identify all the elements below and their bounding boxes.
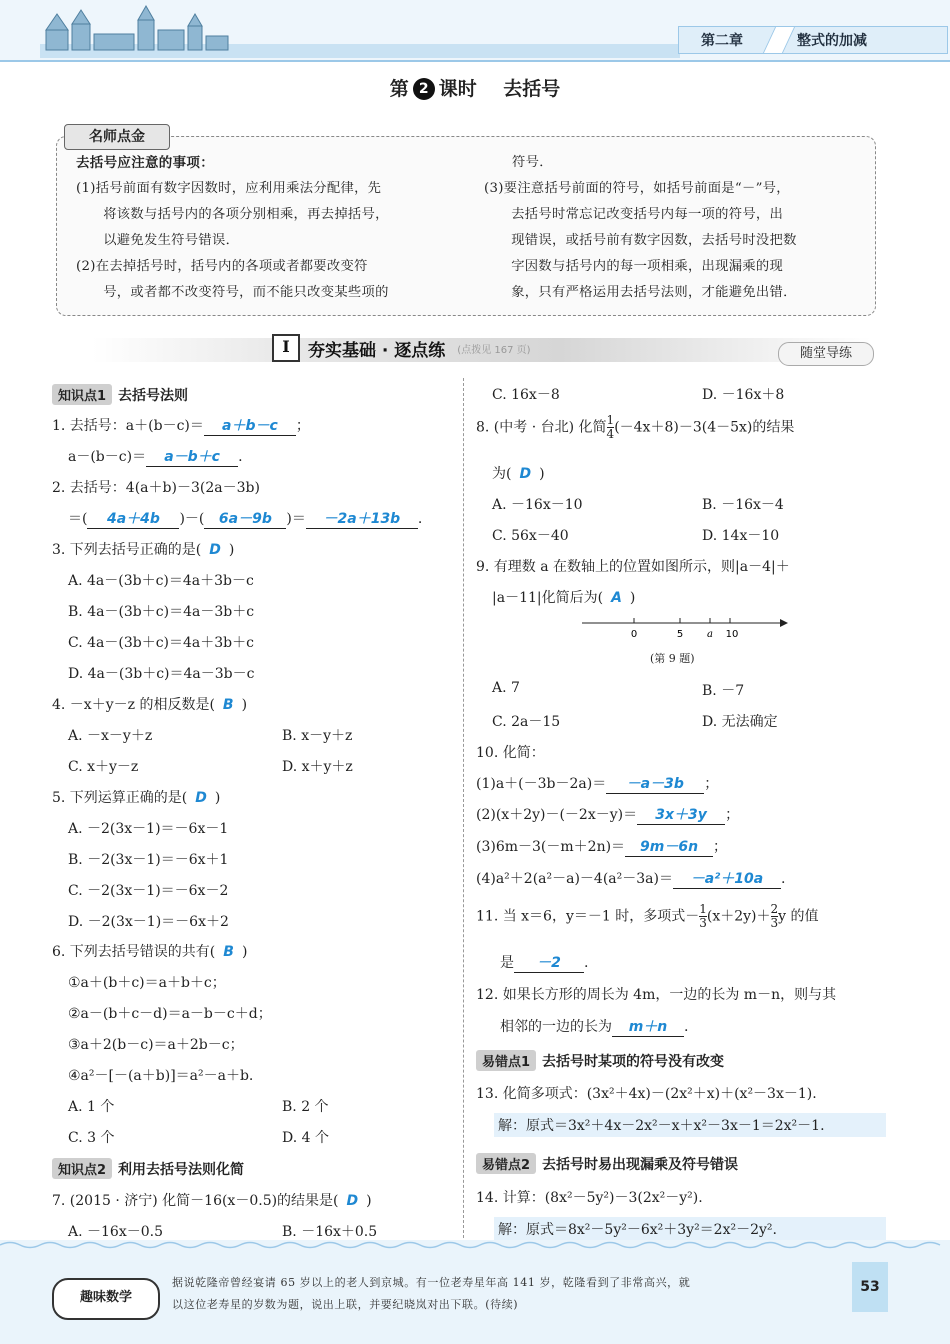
answer: A [611, 590, 622, 606]
option: B. x－y＋z [282, 728, 353, 744]
solution-13: 解：原式＝3x²＋4x－2x²－x＋x²－3x－1＝2x²－1. [494, 1113, 886, 1137]
answer: B [222, 697, 234, 713]
answer: 6a－9b [204, 508, 286, 529]
chapter-tag [678, 26, 948, 54]
option: D. x＋y＋z [282, 759, 353, 775]
question-text: ； [704, 776, 719, 792]
question-10-part [476, 868, 785, 889]
option: B. －7 [702, 683, 745, 699]
question-10: 10. 化简： [476, 745, 545, 761]
chapter-separator [763, 27, 795, 53]
tips-line: 字因数与括号内的每一项相乘，出现漏乘的现 [484, 259, 784, 274]
question-1b: a－(b－c)＝ a－b＋c . [68, 446, 243, 467]
option: D. 14x－10 [702, 528, 780, 544]
option: C. 56x－40 [492, 528, 569, 544]
option: C. －2(3x－1)＝－6x－2 [68, 883, 229, 899]
error-tag: 易错点1 [476, 1050, 536, 1071]
question-11 [476, 903, 819, 930]
option: D. －16x＋8 [702, 387, 785, 403]
question-1a: 1. 去括号：a＋(b－c)＝ a＋b－c ； [52, 415, 310, 436]
question-text: 4. －x＋y－z 的相反数是( [52, 697, 215, 713]
question-10-part [476, 804, 739, 825]
chapter-title: 整式的加减 [797, 33, 867, 49]
question-9-tail: |a－11|化简后为( A ) [492, 590, 636, 606]
option: D. 无法确定 [702, 714, 778, 730]
option: A. 7 [492, 680, 520, 696]
lesson-number-badge: 2 [413, 78, 435, 100]
question-6: 6. 下列去括号错误的共有( B ) [52, 944, 248, 960]
answer: D [519, 466, 532, 482]
option: A. 4a－(3b＋c)＝4a＋3b－c [68, 573, 254, 589]
answer: －2a＋13b [306, 508, 418, 529]
question-14: 14. 计算：(8x²－5y²)－3(2x²－y²). [476, 1190, 703, 1206]
tips-line: 将该数与括号内的各项分别相乘，再去掉括号， [76, 207, 389, 222]
option: A. －x－y＋z [68, 728, 153, 744]
tips-left-column [76, 150, 460, 306]
fraction-numerator: 1 [606, 413, 615, 427]
question-text: a－(b－c)＝ [68, 449, 147, 465]
question-2: 2. 去括号：4(a＋b)－3(2a－3b) [52, 480, 260, 496]
option: C. 4a－(3b＋c)＝4a＋3b＋c [68, 635, 254, 651]
tips-line: 以避免发生符号错误． [76, 233, 240, 248]
footer-line: 据说乾隆帝曾经宴请 65 岁以上的老人到京城。有一位老寿星年高 141 岁，乾隆看到了非常高兴，就 [172, 1276, 691, 1289]
question-2-answers: ＝( 4a＋4b )－( 6a－9b )＝ －2a＋13b . [68, 508, 422, 529]
option: A. －16x－0.5 [68, 1224, 163, 1240]
statement-item: ②a－(b＋c－d)＝a－b－c＋d； [68, 1006, 272, 1022]
tick-label: 0 [630, 629, 638, 640]
kp-title: 去括号法则 [118, 388, 189, 404]
answer: －a－3b [606, 773, 704, 794]
question-9: 9. 有理数 a 在数轴上的位置如图所示，则|a－4|＋ [476, 559, 790, 575]
option: A. 1 个 [68, 1099, 115, 1115]
fraction [771, 903, 779, 930]
question-8 [476, 414, 794, 441]
answer: a＋b－c [204, 415, 296, 436]
option: A. －16x－10 [492, 497, 583, 513]
answer: B [223, 944, 234, 960]
fraction-denominator: 3 [770, 916, 779, 930]
question-text: 5. 下列运算正确的是( [52, 790, 188, 806]
question-13: 13. 化简多项式：(3x²＋4x)－(2x²＋x)＋(x²－3x－1). [476, 1086, 817, 1102]
tips-line: (3)要注意括号前面的符号，如括号前面是“－”号， [484, 181, 790, 196]
tips-label: 名师点金 [64, 124, 170, 150]
question-text: (2)(x＋2y)－(－2x－y)＝ [476, 807, 638, 823]
kp-tag: 知识点2 [52, 1158, 112, 1179]
fraction-numerator: 1 [699, 902, 707, 916]
lesson-prefix: 第 [389, 78, 409, 100]
tips-line: 去括号时常忘记改变括号内每一项的符号，出 [484, 207, 784, 222]
question-text: (－4x＋8)－3(4－5x)的结果 [614, 419, 795, 436]
question-text: ； [725, 807, 740, 823]
kp-title: 利用去括号法则化简 [118, 1162, 245, 1178]
tips-heading: 去括号应注意的事项： [76, 155, 214, 171]
tick-label: a [707, 629, 713, 640]
kp-tag: 知识点1 [52, 384, 112, 405]
question-text: (3)6m－3(－m＋2n)＝ [476, 839, 626, 855]
tips-line: 象，只有严格运用去括号法则，才能避免出错． [484, 285, 797, 300]
option: B. －2(3x－1)＝－6x＋1 [68, 852, 229, 868]
question-8-tail: 为( D ) [492, 466, 545, 482]
section-title-text: 夯实基础 · 逐点练 [308, 340, 446, 361]
error-point-1 [476, 1050, 724, 1071]
answer: D [209, 542, 221, 558]
fraction-denominator: 3 [699, 916, 707, 930]
answer: m＋n [612, 1016, 684, 1037]
footer-text [172, 1272, 690, 1316]
option: C. 3 个 [68, 1130, 115, 1146]
tips-line: 号，或者都不改变符号，而不能只改变某些项的 [76, 285, 389, 300]
answer: a－b＋c [146, 446, 238, 467]
tips-line: (1)括号前面有数字因数时，应利用乘法分配律，先 [76, 181, 382, 196]
question-5: 5. 下列运算正确的是( D ) [52, 790, 221, 806]
question-text: 是 [500, 955, 514, 971]
answer: D [195, 790, 207, 806]
answer: －a²＋10a [673, 868, 781, 889]
section-pill: 随堂导练 [778, 342, 874, 366]
column-divider [463, 378, 464, 1238]
option: D. 4 个 [282, 1130, 329, 1146]
solution-14: 解：原式＝8x²－5y²－6x²＋3y²＝2x²－2y². [494, 1217, 886, 1241]
lesson-title [0, 74, 950, 101]
error-title: 去括号时易出现漏乘及符号错误 [542, 1157, 739, 1173]
option: C. x＋y－z [68, 759, 139, 775]
section-note: (点拨见 167 页) [457, 344, 531, 356]
error-tag: 易错点2 [476, 1153, 536, 1174]
fraction-numerator: 2 [770, 902, 779, 916]
page-number: 53 [852, 1262, 888, 1312]
question-10-part [476, 836, 727, 857]
question-text: 8. (中考 · 台北) 化简 [476, 419, 607, 436]
question-text: y 的值 [778, 908, 819, 925]
tips-line: 现错误，或括号前有数字因数，去括号时没把数 [484, 233, 797, 248]
option: C. 16x－8 [492, 387, 560, 403]
question-text: (x＋2y)＋ [706, 908, 771, 925]
option: D. －2(3x－1)＝－6x＋2 [68, 914, 229, 930]
answer: 4a＋4b [87, 508, 179, 529]
knowledge-point-2 [52, 1158, 244, 1179]
question-4: 4. －x＋y－z 的相反数是( B ) [52, 697, 248, 713]
question-10-part [476, 773, 718, 794]
number-line-arrow-icon [780, 619, 788, 627]
question-text: 相邻的一边的长为 [500, 1019, 612, 1035]
statement-item: ①a＋(b＋c)＝a＋b＋c； [68, 975, 226, 991]
knowledge-point-1 [52, 384, 188, 405]
question-text: 11. 当 x＝6，y＝－1 时，多项式－ [476, 908, 700, 925]
option: B. －16x＋0.5 [282, 1224, 378, 1240]
footer-badge: 趣味数学 [52, 1278, 160, 1320]
question-text: )－( [179, 511, 205, 527]
question-text: )＝ [286, 511, 306, 527]
lesson-name: 去括号 [503, 78, 561, 100]
option: A. －2(3x－1)＝－6x－1 [68, 821, 229, 837]
tips-line: (2)在去掉括号时，括号内的各项或者都要改变符 [76, 259, 368, 274]
question-text: . [780, 871, 786, 887]
question-text: 1. 去括号：a＋(b－c)＝ [52, 418, 204, 434]
answer: －2 [514, 952, 584, 973]
answer: 9m－6n [625, 836, 713, 857]
footer-wave [0, 1240, 950, 1250]
question-text: 为( [492, 466, 512, 482]
question-text: 6. 下列去括号错误的共有( [52, 944, 216, 960]
tips-line: 符号． [512, 155, 553, 170]
answer: D [346, 1193, 359, 1209]
option: B. 2 个 [282, 1099, 329, 1115]
figure-caption: (第 9 题) [650, 652, 695, 665]
tick-label: 5 [676, 629, 684, 640]
section-roman-numeral: I [272, 334, 300, 362]
question-7: 7. (2015 · 济宁) 化简－16(x－0.5)的结果是( D ) [52, 1193, 372, 1209]
question-text: (1)a＋(－3b－2a)＝ [476, 776, 607, 792]
statement-item: ④a²－[－(a＋b)]＝a²－a＋b. [68, 1068, 254, 1084]
option: B. 4a－(3b＋c)＝4a－3b＋c [68, 604, 255, 620]
answer: 3x＋3y [637, 804, 725, 825]
option: C. 2a－15 [492, 714, 561, 730]
question-text: (4)a²＋2(a²－a)－4(a²－3a)＝ [476, 871, 673, 887]
option: B. －16x－4 [702, 497, 784, 513]
error-point-2 [476, 1153, 738, 1174]
lesson-suffix: 课时 [438, 78, 477, 100]
chapter-label: 第二章 [701, 33, 743, 49]
fraction-denominator: 4 [606, 427, 615, 441]
question-11-tail: 是 －2 . [500, 952, 588, 973]
tick-label: 10 [725, 629, 739, 640]
number-line-figure [580, 614, 790, 642]
tips-right-column [484, 150, 868, 306]
fraction [699, 903, 707, 930]
question-12-tail: 相邻的一边的长为 m＋n . [500, 1016, 688, 1037]
question-12: 12. 如果长方形的周长为 4m，一边的长为 m－n，则与其 [476, 987, 837, 1003]
question-text: ； [713, 839, 728, 855]
statement-item: ③a＋2(b－c)＝a＋2b－c； [68, 1037, 244, 1053]
question-3: 3. 下列去括号正确的是( D ) [52, 542, 235, 558]
error-title: 去括号时某项的符号没有改变 [542, 1054, 725, 1070]
option: D. 4a－(3b＋c)＝4a－3b－c [68, 666, 255, 682]
question-text: |a－11|化简后为( [492, 590, 604, 606]
question-text: 7. (2015 · 济宁) 化简－16(x－0.5)的结果是( [52, 1193, 339, 1209]
question-text: ＝( [68, 511, 88, 527]
footer-line: 以这位老寿星的岁数为题，说出上联，并要纪晓岚对出下联。(待续) [172, 1298, 519, 1311]
section-title [272, 334, 531, 362]
question-text: 3. 下列去括号正确的是( [52, 542, 202, 558]
